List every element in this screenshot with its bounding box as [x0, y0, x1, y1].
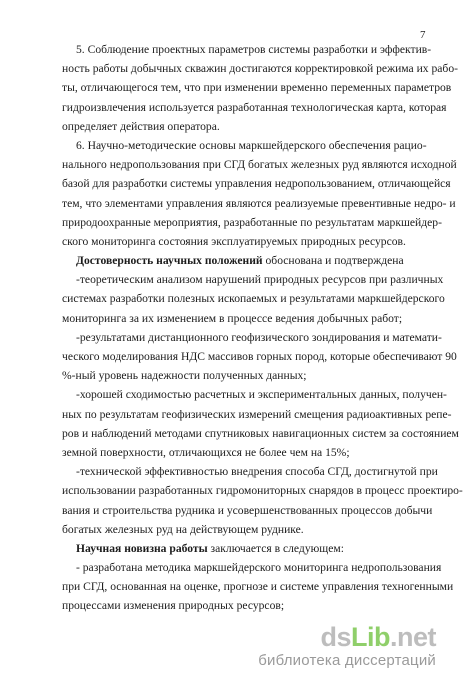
text-line: земной поверхности, отличающихся не более чем на 15%; — [62, 445, 350, 459]
watermark-logo — [258, 622, 436, 652]
text-line: гидроизвлечения используется разработанная технологическая карта, которая — [62, 100, 447, 114]
text-line: -результатами дистанционного геофизического зондирования и математи- — [76, 330, 442, 344]
page-number: 7 — [420, 29, 426, 41]
text-line: тем, что элементами управления являются реализуемые превентивные недро- и — [62, 196, 456, 210]
dslib-watermark — [258, 622, 436, 669]
text-line: 5. Соблюдение проектных параметров системы разработки и эффектив- — [76, 43, 432, 56]
text-line: процессами изменения природных ресурсов; — [62, 599, 285, 613]
text-line — [62, 251, 408, 270]
text-line: использовании разработанных гидромониторных снарядов в процесс проектиро- — [62, 484, 463, 498]
bold-lead: Научная новизна работы — [76, 541, 208, 555]
text-line — [62, 539, 408, 558]
text-line: ского мониторинга состояния эксплуатируемых природных ресурсов. — [62, 234, 406, 248]
paragraph-6 — [62, 136, 457, 251]
text-line: -хорошей сходимостью расчетных и экспериментальных данных, получен- — [76, 388, 447, 402]
document-body — [62, 40, 463, 616]
text-line: ных по результатам геофизических измерений смещения радиоактивных репе- — [62, 407, 452, 421]
text-line: системах разработки полезных ископаемых и результатами маркшейдерского — [62, 292, 445, 306]
text-line: ты, отличающегося тем, что при изменении временно переменных параметров — [62, 81, 452, 95]
logo-net: .net — [389, 622, 436, 652]
reliability-item-2 — [62, 328, 457, 386]
text-line: %-ный уровень надежности полученных данных; — [62, 369, 307, 383]
text-line: базой для разработки системы управления недропользованием, отличающейся — [62, 177, 451, 191]
text-line: нального недропользования при СГД богатых железных руд являются исходной — [62, 158, 457, 172]
text-line: природоохранные мероприятия, разработанные по результатам маркшейдер- — [62, 215, 442, 229]
text-line: ческого моделирования НДС массивов горных пород, которые обеспечивают 90 — [62, 350, 457, 363]
paragraph-5 — [62, 40, 458, 136]
novelty-heading — [62, 539, 408, 558]
text-line: -технической эффективностью внедрения способа СГД, достигнутой при — [76, 465, 438, 479]
reliability-item-1 — [62, 270, 445, 328]
reliability-heading — [62, 251, 408, 270]
lead-tail: обоснована и подтверждена — [262, 254, 404, 268]
text-line: ров и наблюдений методами спутниковых навигационных систем за состоянием — [62, 426, 459, 440]
text-line: вания и строительства рудника и усовершенствованных процессов добычи — [62, 503, 433, 517]
logo-ds: ds — [320, 622, 351, 652]
novelty-item-1 — [62, 558, 454, 616]
text-line: -теоретическим анализом нарушений природных ресурсов при различных — [76, 273, 444, 287]
watermark-tagline: библиотека диссертаций — [258, 652, 436, 669]
text-line: определяет действия оператора. — [62, 119, 220, 133]
logo-lib: Lib — [350, 622, 390, 652]
reliability-item-4 — [62, 462, 463, 539]
lead-tail: заключается в следующем: — [207, 541, 344, 555]
bold-lead: Достоверность научных положений — [76, 254, 263, 268]
text-line: богатых железных руд на действующем руднике. — [62, 522, 304, 536]
reliability-item-3 — [62, 385, 459, 462]
text-line: ность работы добычных скважин достигаются корректировкой режима их рабо- — [62, 62, 458, 76]
text-line: 6. Научно-методические основы маркшейдерского обеспечения рацио- — [76, 138, 427, 152]
text-line: мониторинга за их изменением в процессе ведения добычных работ; — [62, 311, 403, 325]
text-line: - разработана методика маркшейдерского мониторинга недропользования — [76, 561, 442, 575]
text-line: при СГД, основанная на оценке, прогнозе и системе управления техногенными — [62, 580, 454, 594]
